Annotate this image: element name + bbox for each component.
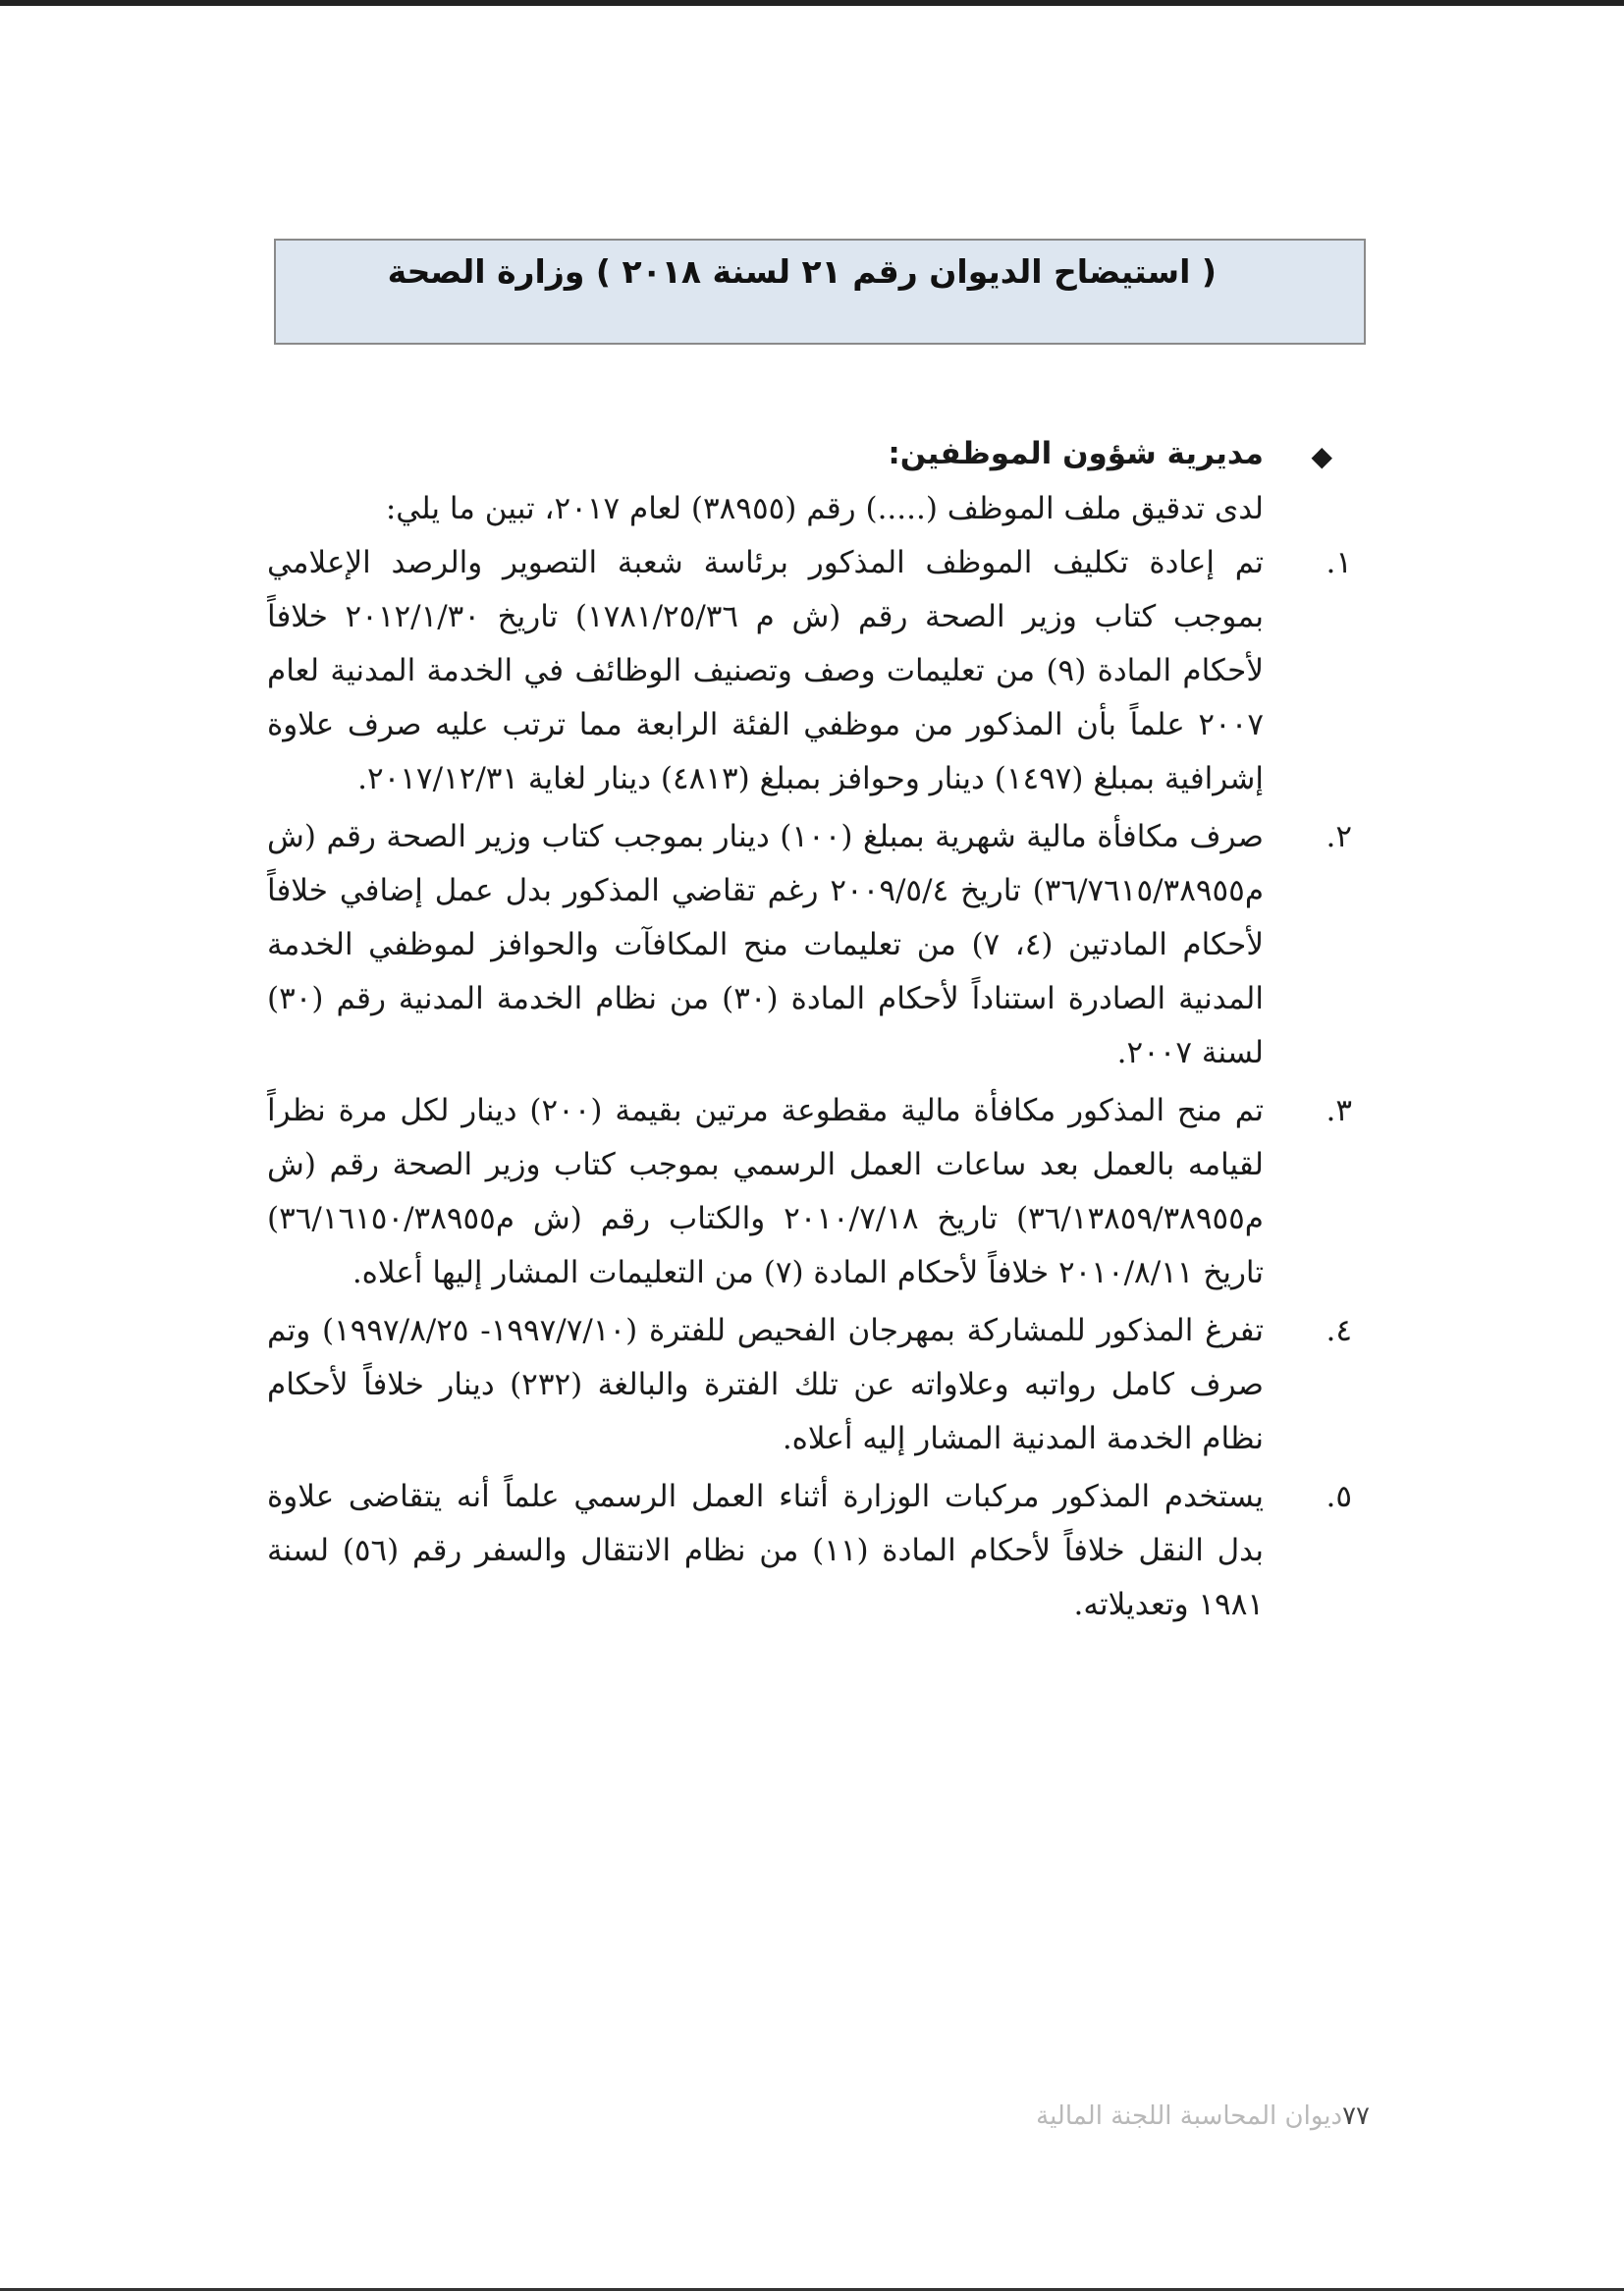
item-text: تفرغ المذكور للمشاركة بمهرجان الفحيص للفترة (١٩٩٧/٧/١٠- ١٩٩٧/٨/٢٥) وتم صرف كامل رواتبه وعلاواته عن تلك الفترة والبالغة (٢٣٢) دينار خلافاً لأحكام نظام الخدمة المدنية المشار إليه أعلاه.: [267, 1313, 1264, 1456]
running-title: ديوان المحاسبة اللجنة المالية: [1036, 2101, 1343, 2131]
item-number: ١.: [1326, 545, 1352, 580]
list-item: [267, 536, 1352, 806]
item-number: ٣.: [1326, 1093, 1352, 1128]
scan-edge-top: [0, 0, 1624, 6]
list-item: [267, 1084, 1352, 1300]
page-number: ٧٧: [1342, 2101, 1370, 2131]
page-footer: [839, 2101, 1370, 2131]
section-heading: مديرية شؤون الموظفين:: [888, 436, 1264, 471]
section-heading-row: [267, 427, 1352, 482]
section-intro: لدى تدقيق ملف الموظف (.....) رقم (٣٨٩٥٥) لعام ٢٠١٧، تبين ما يلي:: [385, 491, 1264, 526]
item-number: ٤.: [1326, 1313, 1352, 1348]
diamond-bullet-icon: ◆: [1311, 440, 1332, 472]
item-text: تم إعادة تكليف الموظف المذكور برئاسة شعبة التصوير والرصد الإعلامي بموجب كتاب وزير الصحة رقم (ش م ١٧٨١/٢٥/٣٦) تاريخ ٢٠١٢/١/٣٠ خلافاً لأحكام المادة (٩) من تعليمات وصف وتصنيف الوظائف في الخدمة المدنية لعام ٢٠٠٧ علماً بأن المذكور من موظفي الفئة الرابعة مما ترتب عليه صرف علاوة إشرافية بمبلغ (١٤٩٧) دينار وحوافز بمبلغ (٤٨١٣) دينار لغاية ٢٠١٧/١٢/٣١.: [267, 545, 1264, 796]
item-text: يستخدم المذكور مركبات الوزارة أثناء العمل الرسمي علماً أنه يتقاضى علاوة بدل النقل خلافاً لأحكام المادة (١١) من نظام الانتقال والسفر رقم (٥٦) لسنة ١٩٨١ وتعديلاته.: [267, 1479, 1265, 1622]
item-number: ٢.: [1326, 819, 1352, 854]
item-text: تم منح المذكور مكافأة مالية مقطوعة مرتين بقيمة (٢٠٠) دينار لكل مرة نظراً لقيامه بالعمل بعد ساعات العمل الرسمي بموجب كتاب وزير الصحة رقم (ش م٣٦/١٣٨٥٩/٣٨٩٥٥) تاريخ ٢٠١٠/٧/١٨ والكتاب رقم (ش م٣٦/١٦١٥٠/٣٨٩٥٥) تاريخ ٢٠١٠/٨/١١ خلافاً لأحكام المادة (٧) من التعليمات المشار إليها أعلاه.: [267, 1093, 1264, 1290]
list-item: [267, 810, 1352, 1080]
title-box: [274, 239, 1366, 345]
list-item: [267, 1470, 1352, 1632]
item-number: ٥.: [1326, 1479, 1352, 1514]
findings-list: [267, 536, 1352, 1632]
list-item: [267, 1304, 1352, 1466]
item-text: صرف مكافأة مالية شهرية بمبلغ (١٠٠) دينار بموجب كتاب وزير الصحة رقم (ش م٣٦/٧٦١٥/٣٨٩٥٥) تاريخ ٢٠٠٩/٥/٤ رغم تقاضي المذكور بدل عمل إضافي خلافاً لأحكام المادتين (٤، ٧) من تعليمات منح المكافآت والحوافز لموظفي الخدمة المدنية الصادرة استناداً لأحكام المادة (٣٠) من نظام الخدمة المدنية رقم (٣٠) لسنة ٢٠٠٧.: [267, 819, 1265, 1070]
page-title: ( استيضاح الديوان رقم ٢١ لسنة ٢٠١٨ ) وزارة الصحة: [387, 252, 1217, 291]
document-body: [267, 427, 1352, 1636]
